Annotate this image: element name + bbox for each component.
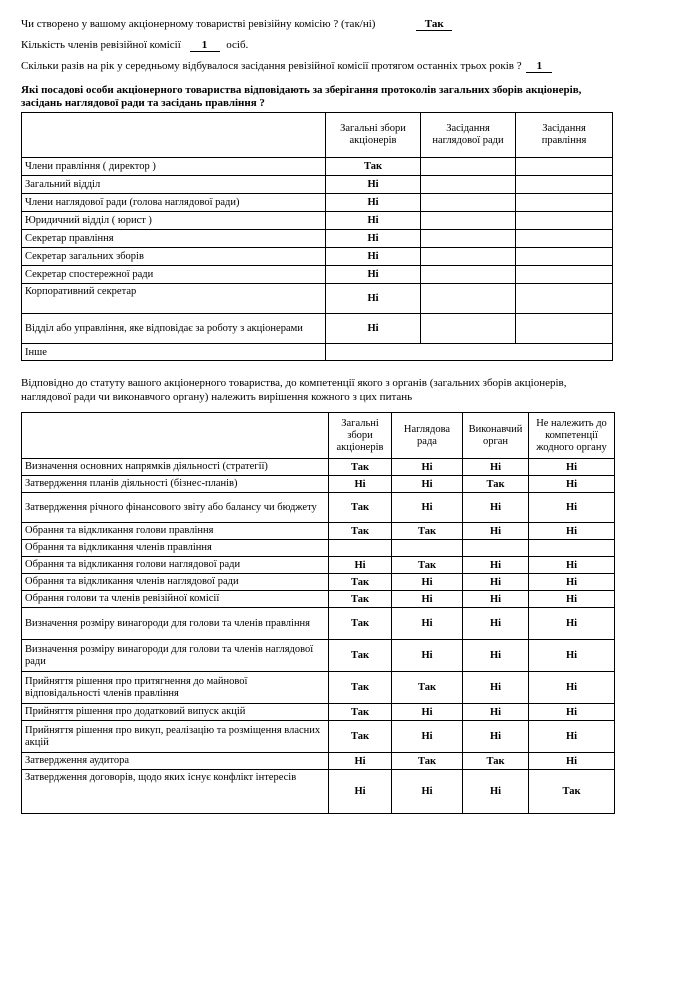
competence-table [21,412,615,814]
header-general-meeting: Загальні збори акціонерів [329,413,392,459]
table-row: Члени наглядової ради (голова наглядової ради) Ні [22,194,613,212]
header-executive-body: Виконавчий орган [463,413,529,459]
header-supervisory-board: Засідання наглядової ради [421,113,516,158]
header-supervisory-board: Наглядова рада [392,413,463,459]
header-no-body: Не належить до компетенції жодного органу [529,413,615,459]
question-text: Кількість членів ревізійної комісії [21,39,181,51]
table-row: Прийняття рішення про притягнення до майнової відповідальності членів правління Так Так Ні Ні [22,672,615,704]
header-management-board: Засідання правління [516,113,613,158]
table-row: Визначення розміру винагороди для голови та членів наглядової ради Так Ні Ні Ні [22,640,615,672]
table-row: Відділ або управління, яке відповідає за роботу з акціонерами Ні [22,314,613,344]
table-row: Визначення основних напрямків діяльності (стратегії) Так Ні Ні Ні [22,459,615,476]
answer-commission-members: 1 [190,39,220,52]
table-row: Інше [22,344,613,361]
table-row: Загальний відділ Ні [22,176,613,194]
table-row: Обрання та відкликання членів правління [22,540,615,557]
table-row: Затвердження договорів, щодо яких існує конфлікт інтересів Ні Ні Ні Так [22,770,615,814]
table-row: Секретар правління Ні [22,230,613,248]
section1-title: Які посадові особи акціонерного товариства відповідають за зберігання протоколів загальних зборів акціонерів, засідань наглядової ради та засідань правління ? [21,84,582,109]
table-row: Корпоративний секретар Ні [22,284,613,314]
table-row: Секретар спостережної ради Ні [22,266,613,284]
table-row: Прийняття рішення про додатковий випуск акцій Так Ні Ні Ні [22,704,615,721]
table-row: Визначення розміру винагороди для голови та членів правління Так Ні Ні Ні [22,608,615,640]
table-row: Обрання та відкликання голови правління Так Так Ні Ні [22,523,615,540]
protocols-table [21,112,613,361]
table-row: Затвердження річного фінансового звіту або балансу чи бюджету Так Ні Ні Ні [22,493,615,523]
table-row: Обрання голови та членів ревізійної комісії Так Ні Ні Ні [22,591,615,608]
table-row: Обрання та відкликання голови наглядової ради Ні Так Ні Ні [22,557,615,574]
question-text: Скільки разів на рік у середньому відбувалося засідання ревізійної комісії протягом останніх трьох років ? [21,60,522,72]
question-commission-members [21,39,248,52]
table-row: Затвердження аудитора Ні Так Так Ні [22,753,615,770]
table-row: Обрання та відкликання членів наглядової ради Так Ні Ні Ні [22,574,615,591]
question-audit-commission [21,18,452,31]
answer-suffix: осіб. [226,39,249,51]
question-meetings-per-year [21,60,552,73]
table-row: Юридичний відділ ( юрист ) Ні [22,212,613,230]
table-row: Затвердження планів діяльності (бізнес-планів) Ні Ні Так Ні [22,476,615,493]
question-text: Чи створено у вашому акціонерному товаристві ревізійну комісію ? (так/ні) [21,18,376,30]
table-row: Прийняття рішення про викуп, реалізацію та розміщення власних акцій Так Ні Ні Ні [22,721,615,753]
table-row: Члени правління ( директор ) Так [22,158,613,176]
answer-audit-commission: Так [416,18,452,31]
section2-title: Відповідно до статуту вашого акціонерного товариства, до компетенції якого з органів (загальних зборів акціонерів, наглядової ради чи виконавчого органу) належить вирішення кожного з цих питань [21,377,567,403]
table-row: Секретар загальних зборів Ні [22,248,613,266]
answer-meetings-per-year: 1 [526,60,552,73]
header-general-meeting: Загальні збори акціонерів [326,113,421,158]
